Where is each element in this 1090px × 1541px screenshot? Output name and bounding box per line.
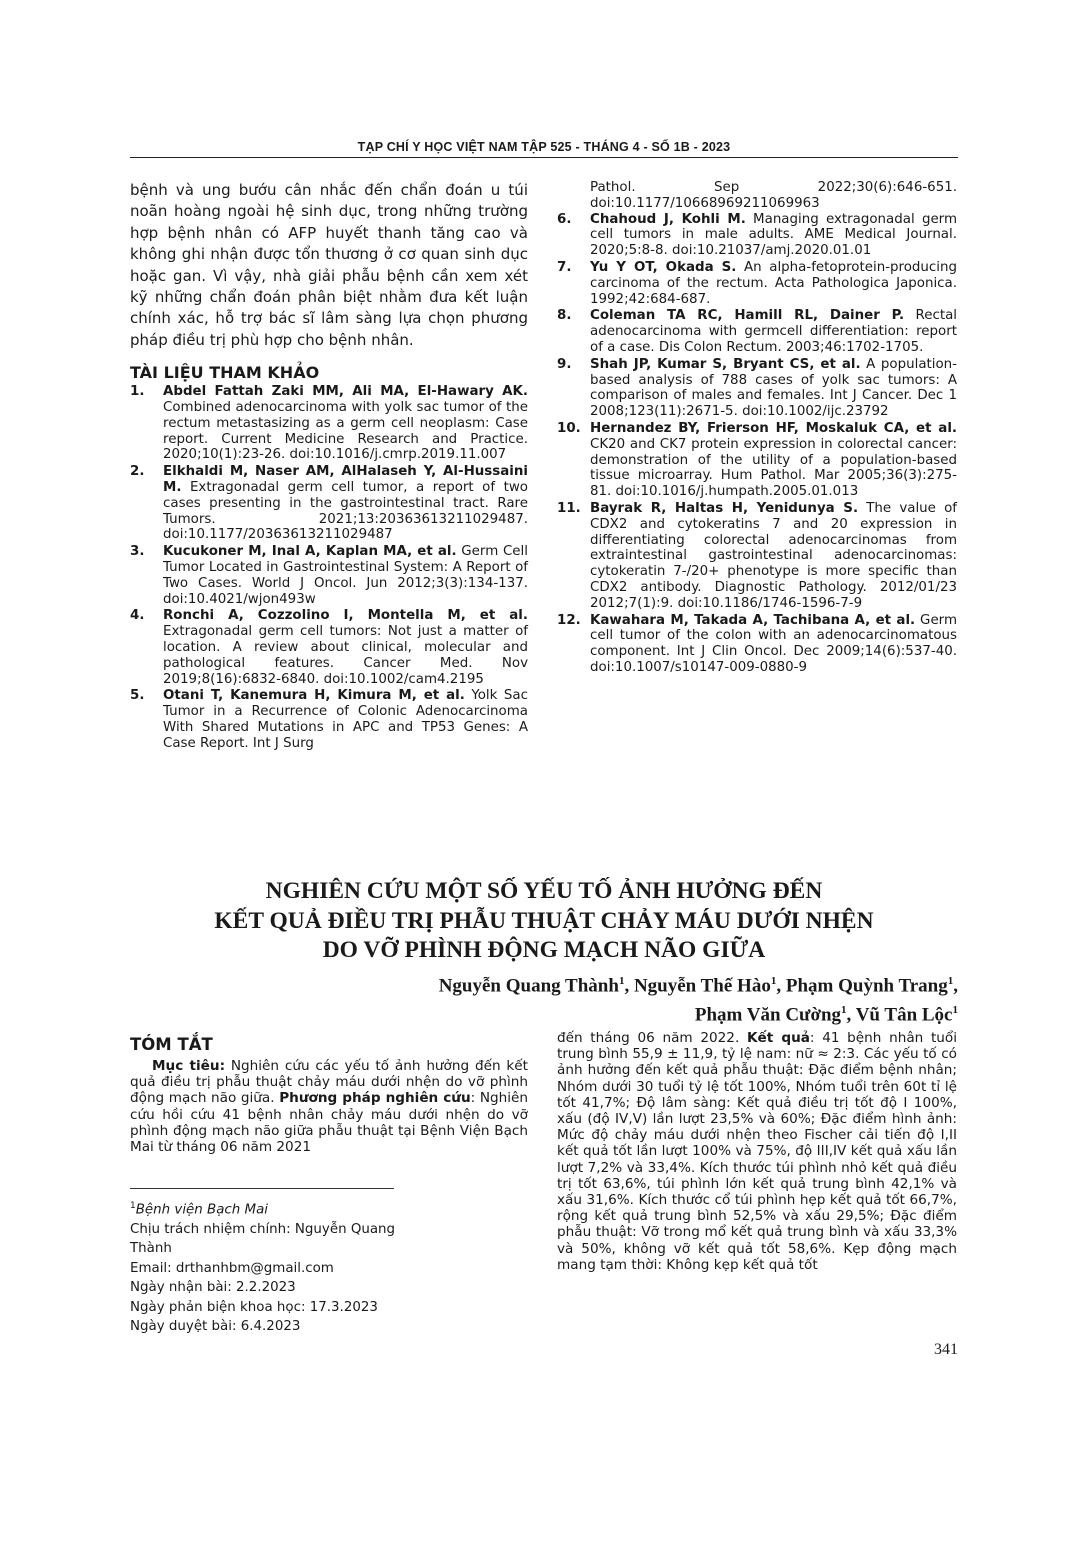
reference-authors: Hernandez BY, Frierson HF, Moskaluk CA, et al. — [590, 420, 957, 436]
title-line: NGHIÊN CỨU MỘT SỐ YẾU TỐ ẢNH HƯỞNG ĐẾN — [265, 878, 823, 904]
reference-authors: Ronchi A, Cozzolino I, Montella M, et al. — [163, 608, 528, 624]
page-number: 341 — [934, 1341, 958, 1358]
reference-item — [130, 688, 528, 751]
reference-text: Yolk Sac Tumor in a Recurrence of Colonic Adenocarcinoma With Shared Mutations in APC and TP53 Genes: A Case Report. Int J Surg — [163, 688, 528, 751]
abstract-left — [130, 1035, 528, 1155]
reference-item — [557, 260, 957, 307]
reference-item — [130, 384, 528, 463]
conclusion-paragraph: bệnh và ung bướu cân nhắc đến chẩn đoán u túi noãn hoàng ngoài hệ sinh dục, trong những trường hợp bệnh nhân có AFP huyết thanh tăng cao và không ghi nhận được tổn thương ở cơ quan sinh dục hoặc gan. Vì vậy, nhà giải phẫu bệnh cần xem xét kỹ những chẩn đoán phân biệt nhằm đưa kết luận chính xác, hỗ trợ bác sĩ lâm sàng lựa chọn phương pháp điều trị phù hợp cho bệnh nhân. — [130, 181, 528, 349]
author-line: Nguyễn Quang Thành$^1$, Nguyễn Thế Hào$^1$, Phạm Quỳnh Trang$^1$, — [438, 975, 958, 997]
reference-text: An alpha-fetoprotein-producing carcinoma of the rectum. Acta Pathologica Japonica. 1992;42:684-687. — [590, 259, 957, 307]
review-date: Ngày phản biện khoa học: 17.3.2023 — [130, 1299, 378, 1315]
reference-number: 10. — [557, 420, 581, 436]
author-name: Nguyễn Quang Thành — [438, 975, 619, 997]
reference-text: Germ Cell Tumor Located in Gastrointestinal System: A Report of Two Cases. World J Oncol. Jun 2012;3(3):134-137. doi:10.4021/wjon493w — [163, 544, 528, 607]
reference-authors: Yu Y OT, Okada S. — [590, 259, 737, 275]
reference-authors: Elkhaldi M, Naser AM, AlHalaseh Y, Al-Hussaini M. — [163, 464, 528, 496]
results-label: Kết quả — [746, 1030, 810, 1046]
affiliation-mark: 1 — [841, 1004, 847, 1017]
reference-number: 1. — [130, 384, 145, 400]
reference-number: 9. — [557, 356, 572, 372]
affiliation-mark: 1 — [618, 975, 625, 987]
reference-list-right — [557, 180, 957, 677]
reference-text: Combined adenocarcinoma with yolk sac tumor of the rectum metastasizing as a germ cell neoplasm: Case report. Current Medicine Research and Practice. 2020;10(1):23-26. doi:10.1016/j.cmrp.2019.11.007 — [163, 400, 528, 463]
reference-text: Germ cell tumor of the colon with an adenocarcinomatous component. Int J Clin Oncol. Dec 2009;14(6):537-40. doi:10.1007/s10147-009-0880-9 — [590, 612, 957, 675]
approval-date: Ngày duyệt bài: 6.4.2023 — [130, 1318, 301, 1334]
reference-item — [130, 544, 528, 607]
reference-item — [557, 421, 957, 500]
reference-item — [557, 357, 957, 420]
reference-authors: Kucukoner M, Inal A, Kaplan MA, et al. — [163, 544, 457, 560]
reference-authors: Otani T, Kanemura H, Kimura M, et al. — [163, 688, 465, 704]
author-name: Phạm Quỳnh Trang — [785, 975, 948, 997]
left-column — [130, 180, 528, 753]
reference-item — [557, 501, 957, 612]
reference-item — [557, 613, 957, 676]
affiliation-footnote: $^1$Bệnh viện Bạch Mai — [130, 1201, 268, 1218]
reference-authors: Coleman TA RC, Hamill RL, Dainer P. — [590, 308, 905, 324]
reference-item — [130, 608, 528, 687]
reference-list-left — [130, 384, 528, 751]
reference-number: 4. — [130, 608, 145, 624]
reference-number: 8. — [557, 308, 572, 324]
reference-text: Extragonadal germ cell tumors: Not just a matter of location. A review about clinical, molecular and pathological features. Cancer Med. Nov 2019;8(16):6832-6840. doi:10.1002/cam4.2195 — [163, 624, 528, 687]
author-name: Nguyễn Thế Hào — [633, 975, 771, 997]
abstract-continuation: đến tháng 06 năm 2022. Kết quả: 41 bệnh nhân tuổi trung bình 55,9 ± 11,9, tỷ lệ nam: nữ ≈ 2:3. Các yếu tố có ảnh hưởng đến kết quả phẫu thuật: Đặc điểm bệnh nhân; Nhóm dưới 30 tuổi tỷ lệ tốt 100%, Nhóm tuổi trên 60t tỉ lệ tốt 41,7%; Độ lâm sàng: Kết quả điều trị tốt độ I 100%, xấu (độ IV,V) lần lượt 23,5% và 60%; Đặc điểm hình ảnh: Mức độ chảy máu dưới nhện theo Fischer cải tiến độ I,II kết quả tốt lần lượt 100% và 75%, độ III,IV kết quả xấu lần lượt 7,2% và 33,4%. Kích thước túi phình nhỏ kết quả điều trị tốt 63,6%, túi phình lớn kết quả trung bình 42,1% và xấu 31,6%. Kích thước cổ túi phình hẹp kết quả tốt 66,7%, rộng kết quả trung bình 52,5% và xấu 29,5%; Đặc điểm phẫu thuật: Vỡ trong mổ kết quả trung bình và xấu 33,3% và 50%, không vỡ kết quả tốt 58,6%. Kẹp động mạch mang tạm thời: Không kẹp kết quả tốt — [557, 1030, 957, 1273]
method-label: Phương pháp nghiên cứu — [279, 1090, 471, 1107]
reference-item — [130, 464, 528, 543]
author-name: Phạm Văn Cường — [694, 1004, 842, 1026]
reference-text: Extragonadal germ cell tumor, a report of two cases presenting in the gastrointestinal tract. Rare Tumors. 2021;13:20363613211029487. doi:10.1177/20363613211029487 — [163, 480, 528, 543]
article-title — [130, 877, 958, 966]
title-line: DO VỠ PHÌNH ĐỘNG MẠCH NÃO GIỮA — [322, 937, 766, 963]
reference-number: 3. — [130, 544, 145, 560]
footnote-divider — [130, 1188, 394, 1189]
abstract-paragraph: Mục tiêu: Nghiên cứu các yếu tố ảnh hưởng đến kết quả điều trị phẫu thuật chảy máu dưới nhện do vỡ phình động mạch não giữa. Phương pháp nghiên cứu: Nghiên cứu hồi cứu 41 bệnh nhân chảy máu dưới nhện do vỡ phình động mạch não giữa phẫu thuật tại Bệnh Viện Bạch Mai từ tháng 06 năm 2021 — [130, 1058, 529, 1156]
reference-authors: Chahoud J, Kohli M. — [590, 211, 746, 227]
reference-item — [557, 308, 957, 355]
author-name: Vũ Tân Lộc — [855, 1004, 953, 1026]
reference-number: 5. — [130, 688, 145, 704]
reference-number: 6. — [557, 211, 572, 227]
reference-authors: Bayrak R, Haltas H, Yenidunya S. — [590, 500, 859, 516]
reference-authors: Abdel Fattah Zaki MM, Ali MA, El-Hawary AK. — [163, 384, 528, 400]
reference-authors: Shah JP, Kumar S, Bryant CS, et al. — [590, 356, 861, 372]
header-divider — [130, 157, 958, 158]
affiliation-mark: 1 — [947, 975, 954, 987]
reference-text: Rectal adenocarcinoma with germcell differentiation: report of a case. Dis Colon Rectum. 2003;46:1702-1705. — [590, 308, 957, 355]
received-date: Ngày nhận bài: 2.2.2023 — [130, 1280, 296, 1296]
author-line: Phạm Văn Cường$^1$, Vũ Tân Lộc$^1$ — [694, 1004, 958, 1026]
footnotes — [130, 1197, 430, 1336]
reference-number: 2. — [130, 464, 145, 480]
affiliation-mark: 1 — [952, 1004, 958, 1017]
reference-authors: Kawahara M, Takada A, Tachibana A, et al. — [590, 612, 916, 628]
reference-number: 12. — [557, 612, 581, 628]
reference-item — [557, 212, 957, 259]
reference-text: A population-based analysis of 788 cases of yolk sac tumors: A comparison of males and females. Int J Cancer. Dec 1 2008;123(11):2671-5. doi:10.1002/ijc.23792 — [590, 356, 958, 420]
responsible-author: Chịu trách nhiệm chính: Nguyễn Quang Thành — [130, 1221, 396, 1257]
title-line: KẾT QUẢ ĐIỀU TRỊ PHẪU THUẬT CHẢY MÁU DƯỚI NHỆN — [214, 907, 874, 934]
running-header: TẠP CHÍ Y HỌC VIỆT NAM TẬP 525 - THÁNG 4 - SỐ 1B - 2023 — [357, 140, 731, 154]
reference-number: 11. — [557, 500, 581, 516]
abstract-heading: TÓM TẮT — [130, 1035, 213, 1054]
references-heading: TÀI LIỆU THAM KHẢO — [130, 363, 320, 383]
reference-text: CK20 and CK7 protein expression in colorectal cancer: demonstration of the utility of a population-based tissue microarray. Hum Pathol. Mar 2005;36(3):275-81. doi:10.1016/j.humpath.2005.01.013 — [590, 436, 957, 500]
objective-label: Mục tiêu: — [152, 1058, 226, 1074]
author-list — [439, 969, 958, 1028]
abstract-right — [557, 1030, 957, 1273]
reference-number: 7. — [557, 259, 572, 275]
contact-email: Email: drthanhbm@gmail.com — [130, 1260, 334, 1276]
reference-text: Managing extragonadal germ cell tumors in male adults. AME Medical Journal. 2020;5:8-8. doi:10.21037/amj.2020.01.01 — [590, 211, 957, 259]
reference-text: The value of CDX2 and cytokeratins 7 and 20 expression in differentiating colorectal adenocarcinomas from extraintestinal gastrointestinal adenocarcinomas: cytokeratin 7-/20+ phenotype is more specific than CDX2 antibody. Diagnostic Pathology. 2012/01/23 2012;7(1):9. doi:10.1186/1746-1596-7-9 — [590, 500, 957, 611]
reference-continuation: Pathol. Sep 2022;30(6):646-651. doi:10.1177/10668969211069963 — [590, 180, 957, 211]
affiliation-mark: 1 — [770, 975, 777, 987]
